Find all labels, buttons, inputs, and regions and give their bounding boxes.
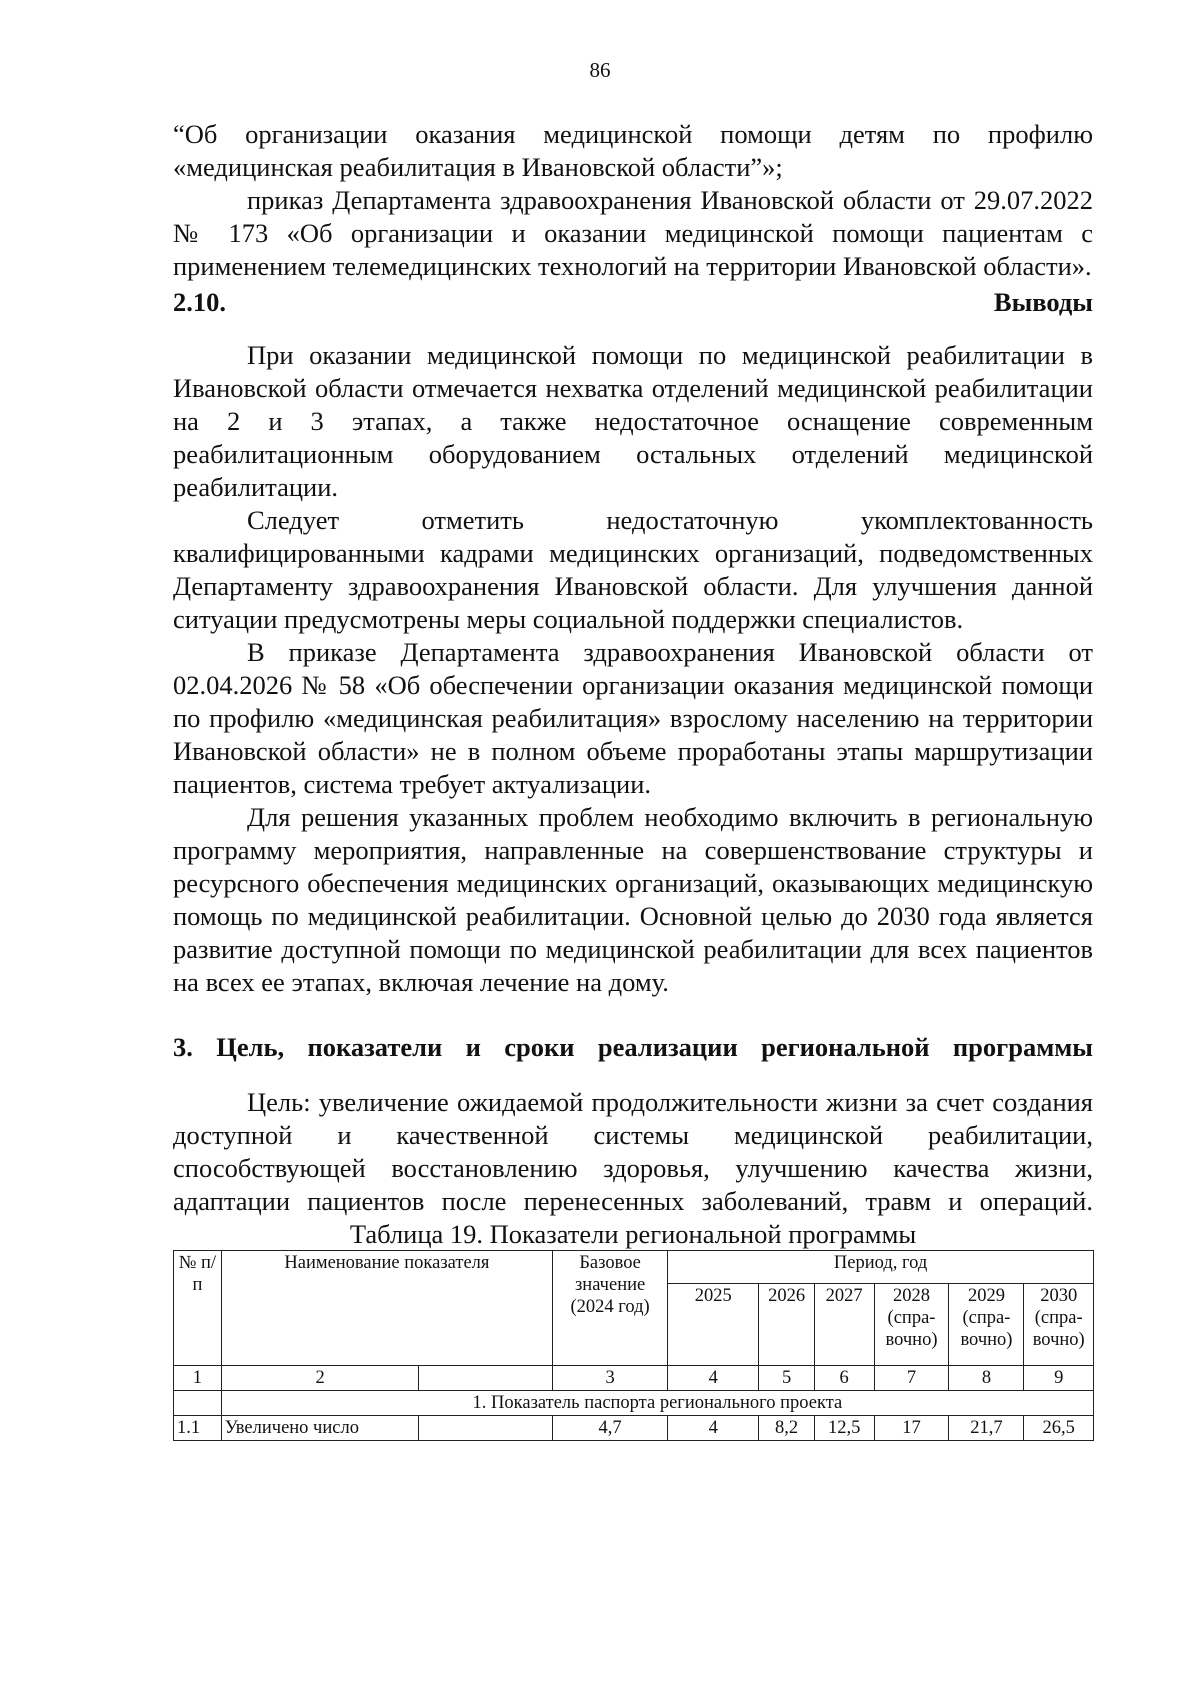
- row-value: 26,5: [1024, 1416, 1094, 1441]
- goal-paragraph: Цель: увеличение ожидаемой продолжительности жизни за счет создания доступной и качественной системы медицинской реабилитации, способствующей восстановлению здоровья, улучшению качества жизни, адаптации пациентов после перенесенных заболеваний, травм и операций.: [173, 1087, 1093, 1216]
- column-number-empty: [419, 1366, 553, 1391]
- header-year: 2029 (спра-вочно): [949, 1284, 1024, 1366]
- row-base: 4,7: [553, 1416, 668, 1441]
- column-number: 7: [874, 1366, 949, 1391]
- column-numbers-row: [174, 1366, 1094, 1391]
- header-year: 2030 (спра-вочно): [1024, 1284, 1094, 1366]
- table-caption: Таблица 19. Показатели региональной программы: [349, 1219, 917, 1249]
- paragraph: При оказании медицинской помощи по медицинской реабилитации в Ивановской области отмечается нехватка отделений медицинской реабилитации на 2 и 3 этапах, а также недостаточное оснащение современным реабилитационным оборудованием остальных отделений медицинской реабилитации.: [173, 340, 1093, 502]
- column-number: 9: [1024, 1366, 1094, 1391]
- row-value: 17: [874, 1416, 949, 1441]
- paragraph: “Об организации оказания медицинской помощи детям по профилю «медицинская реабилитация в Ивановской области”»;: [173, 119, 1093, 182]
- column-number: 4: [668, 1366, 759, 1391]
- row-value: 12,5: [814, 1416, 874, 1441]
- header-num: № п/п: [174, 1251, 222, 1366]
- section-row-num: [174, 1391, 222, 1416]
- header-year: 2026: [759, 1284, 814, 1366]
- column-number: 3: [553, 1366, 668, 1391]
- header-year: 2028 (спра-вочно): [874, 1284, 949, 1366]
- column-number: 5: [759, 1366, 814, 1391]
- row-value: 21,7: [949, 1416, 1024, 1441]
- section-row: [174, 1391, 1094, 1416]
- header-base: Базовое значение (2024 год): [553, 1251, 668, 1366]
- header-period: Период, год: [668, 1251, 1094, 1284]
- column-number: 8: [949, 1366, 1024, 1391]
- header-year: 2027: [814, 1284, 874, 1366]
- paragraph: В приказе Департамента здравоохранения Ивановской области от 02.04.2026 № 58 «Об обеспечении организации оказания медицинской помощи по профилю «медицинская реабилитация» взрослому населению на территории Ивановской области» не в полном объеме проработаны этапы маршрутизации пациентов, система требует актуализации.: [173, 637, 1093, 799]
- document-body: [173, 118, 1093, 1441]
- header-name: Наименование показателя: [221, 1251, 552, 1366]
- header-year: 2025: [668, 1284, 759, 1366]
- indicators-table: [173, 1250, 1094, 1441]
- page-number: 86: [589, 58, 611, 82]
- paragraph: приказ Департамента здравоохранения Ивановской области от 29.07.2022 № 173 «Об организации и оказании медицинской помощи пациентам с применением телемедицинских технологий на территории Ивановской области».: [173, 185, 1093, 281]
- table-header-row: [174, 1251, 1094, 1284]
- section-row-label: 1. Показатель паспорта регионального проекта: [221, 1391, 1093, 1416]
- column-number: 2: [221, 1366, 419, 1391]
- row-num: 1.1: [174, 1416, 222, 1441]
- paragraph: Следует отметить недостаточную укомплектованность квалифицированными кадрами медицинских организаций, подведомственных Департаменту здравоохранения Ивановской области. Для улучшения данной ситуации предусмотрены меры социальной поддержки специалистов.: [173, 505, 1093, 634]
- column-number: 1: [174, 1366, 222, 1391]
- section-heading: 3. Цель, показатели и сроки реализации региональной программы: [173, 1032, 1093, 1062]
- table-row: [174, 1416, 1094, 1441]
- row-value: 8,2: [759, 1416, 814, 1441]
- row-name: Увеличено число: [221, 1416, 419, 1441]
- row-empty-cell: [419, 1416, 553, 1441]
- column-number: 6: [814, 1366, 874, 1391]
- row-value: 4: [668, 1416, 759, 1441]
- paragraph: Для решения указанных проблем необходимо включить в региональную программу мероприятия, направленные на совершенствование структуры и ресурсного обеспечения медицинских организаций, оказывающих медицинскую помощь по медицинской реабилитации. Основной целью до 2030 года является развитие доступной помощи по медицинской реабилитации для всех пациентов на всех ее этапах, включая лечение на дому.: [173, 802, 1093, 997]
- section-heading: 2.10. Выводы: [173, 287, 1093, 317]
